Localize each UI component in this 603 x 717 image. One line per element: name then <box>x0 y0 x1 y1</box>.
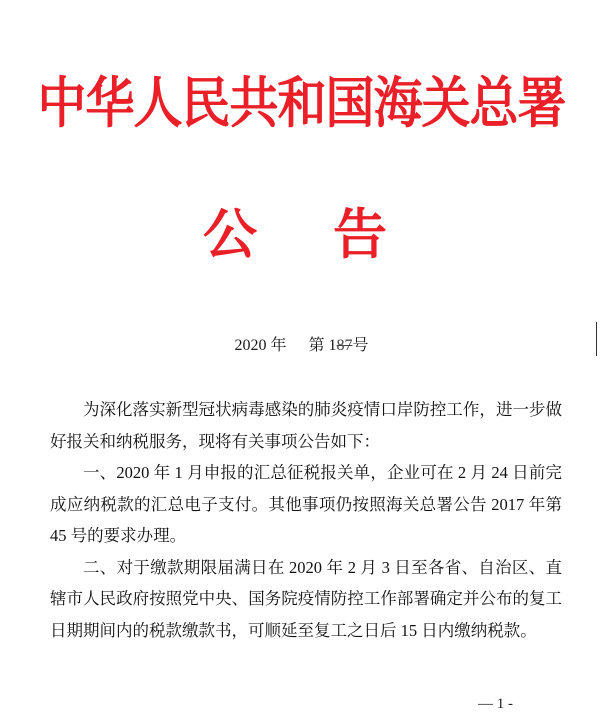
document-serial-number <box>0 334 603 358</box>
serial-prefix: 第 1 <box>308 337 337 354</box>
body-paragraph-item-1: 一、2020 年 1 月申报的汇总征税报关单，企业可在 2 月 24 日前完成应纳税款的汇总电子支付。其他事项仍按照海关总署公告 2017 年第 45 号的要求办理。 <box>50 463 562 545</box>
page-number: — 1 - <box>478 696 513 712</box>
serial-number-tracked-edit: 87 <box>336 337 353 354</box>
document-type-char-2: 告 <box>333 203 387 266</box>
issuer-masthead: 中华人民共和国海关总署 <box>37 71 566 136</box>
serial-suffix: 号 <box>352 337 369 354</box>
document-type-char-1: 公 <box>203 203 257 266</box>
document-type-title <box>0 200 603 270</box>
body-paragraph-item-2: 二、对于缴款期限届满日在 2020 年 2 月 3 日至各省、自治区、直辖市人民政府按照党中央、国务院疫情防控工作部署确定并公布的复工日期期间内的税款缴款书，可顺延至复工之日后 15 日内缴纳税款。 <box>50 557 563 640</box>
text-cursor <box>596 322 597 356</box>
body-paragraph-intro: 为深化落实新型冠状病毒感染的肺炎疫情口岸防控工作，进一步做好报关和纳税服务，现将有关事项公告如下： <box>50 400 562 451</box>
announcement-body <box>50 394 562 646</box>
serial-year: 2020 年 <box>234 337 287 354</box>
